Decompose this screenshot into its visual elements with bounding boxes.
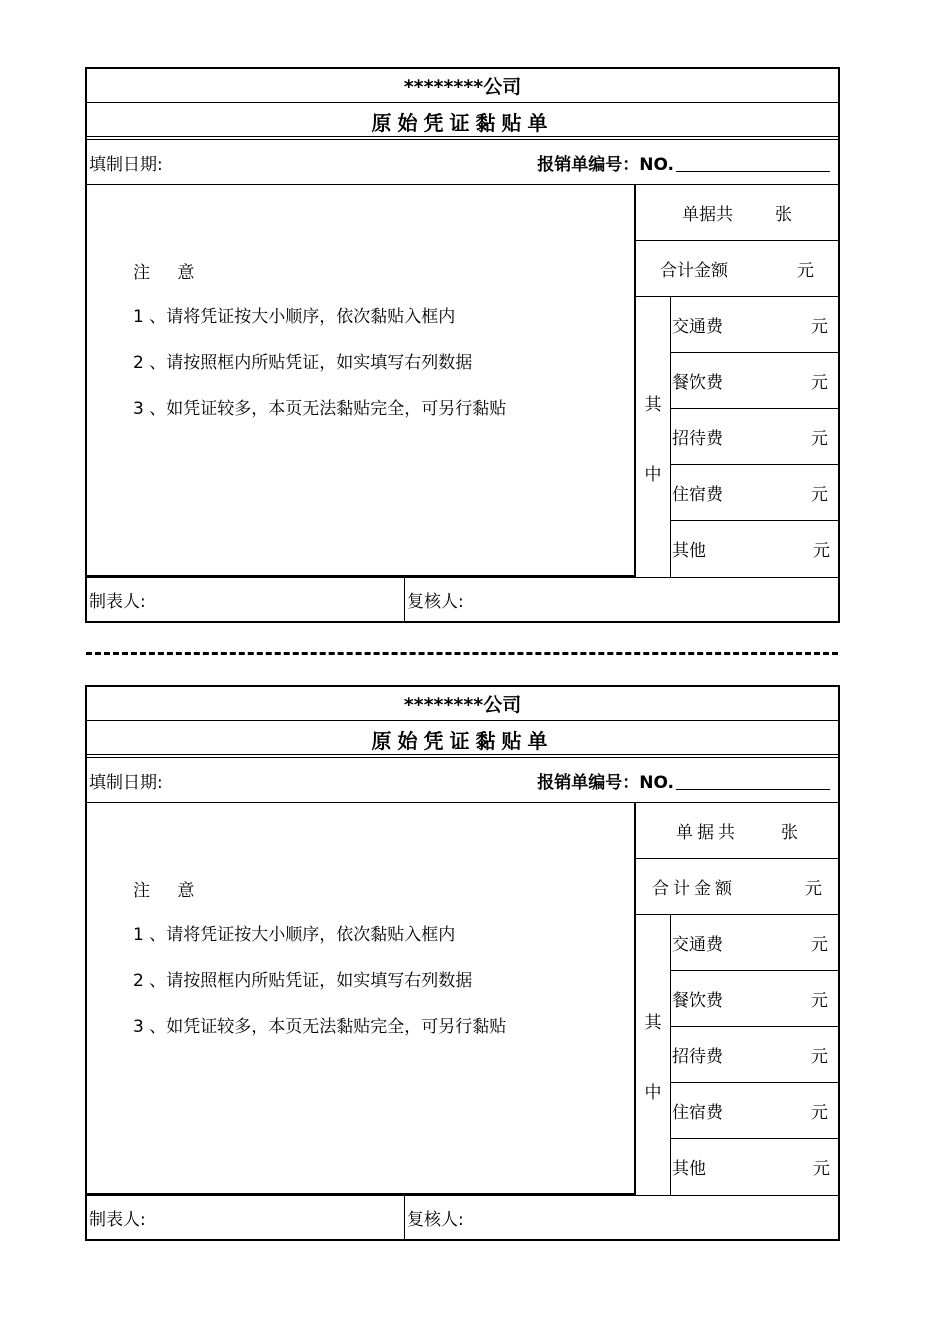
divider	[87, 139, 838, 140]
expense-label: 招待费	[672, 1046, 723, 1067]
reviewer-label: 复核人:	[407, 591, 464, 612]
expense-label: 住宿费	[672, 484, 723, 505]
report-number-blank[interactable]	[676, 153, 830, 172]
voucher-paste-area	[87, 802, 636, 1195]
total-amount-row[interactable]	[636, 240, 838, 297]
expense-label: 交通费	[672, 316, 723, 337]
expense-row-meals[interactable]	[670, 970, 838, 1027]
voucher-paste-area	[87, 184, 636, 577]
notes-title: 注 意	[133, 881, 195, 901]
doc-count-label: 单据共	[676, 822, 739, 843]
breakdown-label: 其 中	[636, 914, 671, 1195]
expense-row-transport[interactable]	[670, 296, 838, 353]
divider	[87, 102, 838, 103]
expense-unit: 元	[811, 990, 828, 1011]
expense-row-entertainment[interactable]	[670, 408, 838, 465]
expense-unit: 元	[811, 1102, 828, 1123]
total-amount-row[interactable]	[636, 858, 838, 915]
total-amount-unit: 元	[797, 260, 814, 281]
maker-label: 制表人:	[89, 1209, 146, 1230]
expense-label: 住宿费	[672, 1102, 723, 1123]
expense-row-lodging[interactable]	[670, 1082, 838, 1139]
divider	[87, 754, 838, 755]
note-item: 2 、请按照框内所贴凭证，如实填写右列数据	[133, 971, 473, 991]
company-name: ********公司	[403, 76, 522, 98]
reviewer-label: 复核人:	[407, 1209, 464, 1230]
summary-panel	[636, 802, 838, 1195]
expense-row-transport[interactable]	[670, 914, 838, 971]
maker-field[interactable]	[89, 577, 146, 621]
expense-label: 其他	[672, 1158, 706, 1179]
note-item: 1 、请将凭证按大小顺序，依次黏贴入框内	[133, 925, 456, 945]
report-number-label: 报销单编号：NO.	[537, 772, 674, 793]
signature-row	[87, 1195, 838, 1239]
note-item: 1 、请将凭证按大小顺序，依次黏贴入框内	[133, 307, 456, 327]
fill-date-label: 填制日期:	[89, 772, 163, 793]
expense-row-lodging[interactable]	[670, 464, 838, 521]
fill-date-label: 填制日期:	[89, 154, 163, 175]
expense-unit: 元	[811, 428, 828, 449]
form-title: 原始凭证黏贴单	[371, 728, 554, 753]
expense-unit: 元	[811, 372, 828, 393]
expense-label: 招待费	[672, 428, 723, 449]
summary-panel	[636, 184, 838, 577]
expense-unit: 元	[811, 484, 828, 505]
expense-label: 其他	[672, 540, 706, 561]
total-amount-label: 合计金额	[652, 878, 736, 899]
note-item: 3 、如凭证较多，本页无法黏贴完全，可另行黏贴	[133, 399, 507, 419]
voucher-form-2	[85, 685, 840, 1241]
expense-unit: 元	[813, 540, 830, 561]
divider	[87, 757, 838, 758]
expense-row-other[interactable]	[670, 520, 838, 576]
divider	[87, 136, 838, 137]
doc-count-label: 单据共	[682, 204, 733, 225]
reviewer-field[interactable]	[404, 1195, 464, 1239]
note-item: 2 、请按照框内所贴凭证，如实填写右列数据	[133, 353, 473, 373]
total-amount-label: 合计金额	[660, 260, 728, 281]
breakdown-label: 其 中	[636, 296, 671, 577]
maker-label: 制表人:	[89, 591, 146, 612]
expense-unit: 元	[813, 1158, 830, 1179]
cut-line	[86, 652, 838, 655]
signature-row	[87, 577, 838, 621]
doc-count-unit: 张	[775, 204, 792, 225]
reviewer-field[interactable]	[404, 577, 464, 621]
doc-count-row[interactable]	[636, 802, 838, 859]
expense-row-other[interactable]	[670, 1138, 838, 1194]
doc-count-unit: 张	[781, 822, 798, 843]
note-item: 3 、如凭证较多，本页无法黏贴完全，可另行黏贴	[133, 1017, 507, 1037]
report-number-field[interactable]	[537, 141, 830, 183]
divider	[87, 720, 838, 721]
expense-unit: 元	[811, 1046, 828, 1067]
expense-label: 交通费	[672, 934, 723, 955]
report-number-field[interactable]	[537, 759, 830, 801]
report-number-blank[interactable]	[676, 771, 830, 790]
expense-unit: 元	[811, 934, 828, 955]
doc-count-row[interactable]	[636, 184, 838, 241]
notes-title: 注 意	[133, 263, 195, 283]
voucher-form-1	[85, 67, 840, 623]
expense-label: 餐饮费	[672, 990, 723, 1011]
expense-row-meals[interactable]	[670, 352, 838, 409]
form-title: 原始凭证黏贴单	[371, 110, 554, 135]
total-amount-unit: 元	[805, 878, 822, 899]
report-number-label: 报销单编号：NO.	[537, 154, 674, 175]
expense-row-entertainment[interactable]	[670, 1026, 838, 1083]
expense-unit: 元	[811, 316, 828, 337]
expense-label: 餐饮费	[672, 372, 723, 393]
company-name: ********公司	[403, 694, 522, 716]
maker-field[interactable]	[89, 1195, 146, 1239]
